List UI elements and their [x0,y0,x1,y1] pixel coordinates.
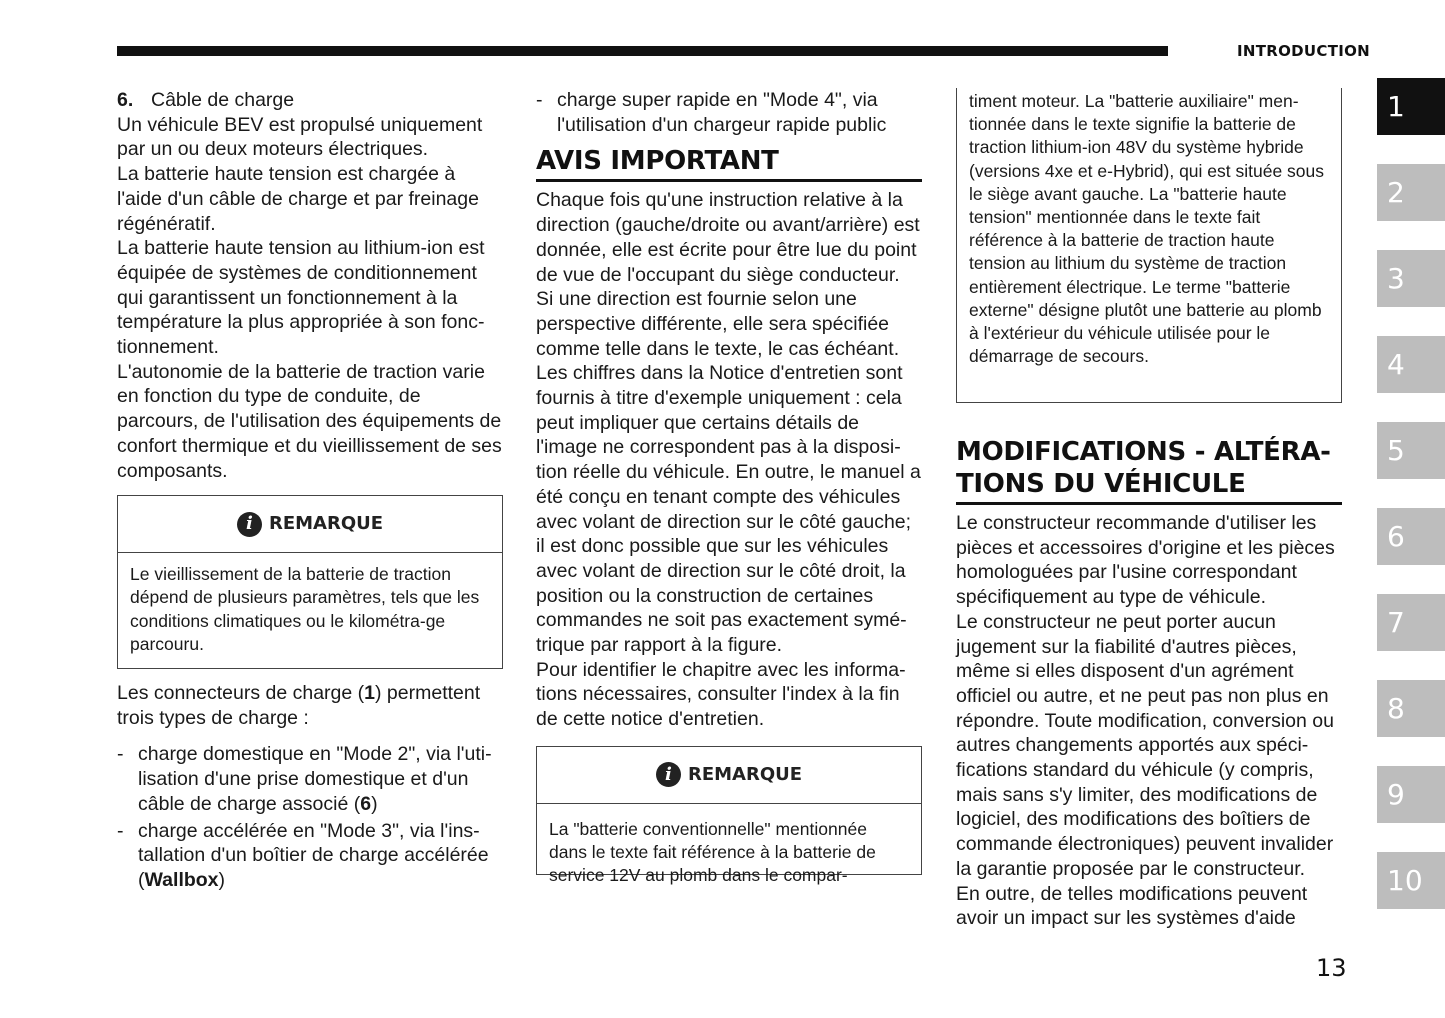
column-1 [117,88,503,895]
section-heading: MODIFICATIONS - ALTÉRA-TIONS DU VÉHICULE [956,436,1342,505]
text-run: ) [218,868,226,891]
chapter-tab-9[interactable]: 9 [1377,766,1445,823]
paragraph: La batterie haute tension est chargée à l'aide d'un câble de charge et par freinage régénératif. [117,163,479,235]
note-text: Le vieillissement de la batterie de traction dépend de plusieurs paramètres, tels que les conditions climatiques ou le kilométra-ge parcouru. [130,564,480,654]
note-box [117,495,503,669]
charge-type-list-continued [536,88,922,137]
note-title: REMARQUE [268,512,384,534]
text-run: ) permettent trois types de charge : [117,682,481,729]
note-text: La "batterie conventionnelle" mentionnée dans le texte fait référence à la batterie de service 12V au plomb dans le compar- [549,818,876,886]
text-run: ) [371,792,378,815]
list-item [117,742,503,816]
paragraph: Le constructeur recommande d'utiliser les pièces et accessoires d'origine et les pièces homologuées par l'usine correspondant spécifiquement au type de véhicule. [956,512,1335,609]
note-title: REMARQUE [687,763,803,785]
column-2 [536,88,922,886]
note-box-continued: timent moteur. La "batterie auxiliaire" men-tionnée dans le texte signifie la batterie de traction lithium-ion 48V du système hybride (versions 4xe et e-Hybrid), qui est située sous le siège avant gauche. La "batterie haute tension" mentionnée dans le texte fait référence à la batterie de traction haute tension au lithium du système de traction entièrement électrique. Le terme "batterie externe" désigne plutôt une batterie au plomb à l'extérieur du véhicule utilisée pour le démarrage de secours. [956,88,1342,403]
reference-term: Wallbox [144,868,219,891]
chapter-tab-8[interactable]: 8 [1377,680,1445,737]
header-rule [117,46,1168,56]
chapter-tab-6[interactable]: 6 [1377,508,1445,565]
item-label: Câble de charge [151,89,295,111]
info-icon: i [237,512,262,537]
paragraph: En outre, de telles modifications peuvent avoir un impact sur les systèmes d'aide [956,882,1308,930]
chapter-tab-7[interactable]: 7 [1377,594,1445,651]
charge-type-list [117,742,503,892]
paragraph: Le constructeur ne peut porter aucun jugement sur la fiabilité d'autres pièces, même si elles disposent d'un agrément officiel ou autre, et ne peut pas non plus en répondre. Toute modification, conversion ou autres changements apportés aux spéci-fications standard du véhicule (y compris, mais sans s'y limiter, des modifications de logiciel, des modifications des boîtiers de commande électroniques) peuvent invalider la garantie proposée par le constructeur. [956,610,1334,880]
paragraph: Chaque fois qu'une instruction relative à la direction (gauche/droite ou avant/arrière) est donnée, elle est écrite pour être lue du point de vue de l'occupant du siège conducteur. Si une direction est fournie selon une perspective différente, elle sera spécifiée comme telle dans le texte, le cas échéant. [536,189,920,360]
column-3 [956,410,1342,930]
note-header [118,496,502,553]
page-number: 13 [1316,954,1347,982]
item-number: 6. [117,89,134,111]
note-box [536,746,922,886]
chapter-tab-4[interactable]: 4 [1377,336,1445,393]
paragraph: Un véhicule BEV est propulsé uniquement par un ou deux moteurs électriques. [117,113,483,161]
chapter-tab-1[interactable]: 1 [1377,78,1445,135]
text-run: charge domestique en "Mode 2", via l'uti-lisation d'une prise domestique et d'un câble de charge associé ( [138,743,492,815]
section-title: INTRODUCTION [1237,42,1371,60]
chapter-tab-3[interactable]: 3 [1377,250,1445,307]
text-run: Les connecteurs de charge ( [117,682,365,705]
reference-number: 1 [364,682,376,705]
text-run: charge accélérée en "Mode 3", via l'ins-tallation d'un boîtier de charge accélérée ( [138,819,489,891]
paragraph: La batterie haute tension au lithium-ion est équipée de systèmes de conditionnement qui garantissent un fonctionnement à la température la plus appropriée à son fonc-tionnement. [117,237,485,359]
numbered-item [117,88,503,113]
section-body [956,511,1342,930]
paragraph: L'autonomie de la batterie de traction varie en fonction du type de conduite, de parcours, de l'utilisation des équipements de confort thermique et du vieillissement de ses composants. [117,360,502,482]
list-item [117,819,503,893]
chapter-tab-10[interactable]: 10 [1377,852,1445,909]
note-header [537,747,921,804]
paragraph: Pour identifier le chapitre avec les informa-tions nécessaires, consulter l'index à la fin de cette notice d'entretien. [536,658,906,731]
section-heading: AVIS IMPORTANT [536,145,922,182]
list-item: - charge super rapide en "Mode 4", via l'utilisation d'un chargeur rapide public [536,88,922,137]
paragraph [117,681,503,730]
paragraph: Les chiffres dans la Notice d'entretien sont fournis à titre d'exemple uniquement : cela peut impliquer que certains détails de l'image ne correspondent pas à la disposi-tion réelle du véhicule. En outre, le manuel a été conçu en tenant compte des véhicules avec volant de direction sur le côté gauche; il est donc possible que sur les véhicules avec volant de direction sur le côté droit, la position ou la construction de certaines commandes ne soit pas exactement symé-trique par rapport à la figure. [536,362,921,657]
info-icon: i [656,762,681,787]
chapter-tab-2[interactable]: 2 [1377,164,1445,221]
chapter-tab-5[interactable]: 5 [1377,422,1445,479]
reference-number: 6 [360,792,372,815]
